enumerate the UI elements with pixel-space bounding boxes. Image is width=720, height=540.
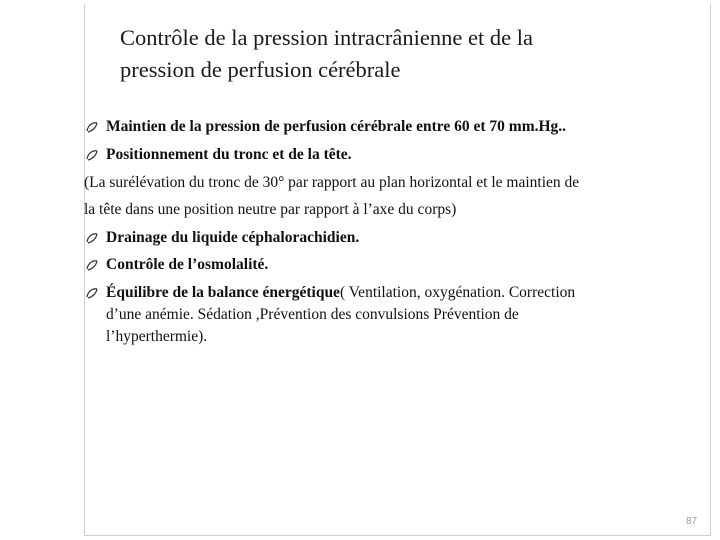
- bullet-text: Drainage du liquide céphalorachidien.: [106, 229, 360, 246]
- bullet-text-line-1: [106, 282, 686, 304]
- page-number: 87: [686, 516, 698, 527]
- slide-right-border: [710, 4, 711, 536]
- bullet-text: Maintien de la pression de perfusion cérébrale entre 60 et 70 mm.Hg..: [106, 118, 567, 135]
- slide-title: [120, 22, 680, 86]
- bullet-icon: [84, 257, 100, 273]
- bullet-text: Contrôle de l’osmolalité.: [106, 256, 269, 273]
- bullet-text-rest: ( Ventilation, oxygénation. Correction: [339, 284, 576, 301]
- slide-title-line-2: pression de perfusion cérébrale: [120, 57, 401, 82]
- note-line-2: la tête dans une position neutre par rapport à l’axe du corps): [84, 201, 457, 218]
- bullet-item: [84, 282, 684, 348]
- slide-bottom-border: [84, 535, 710, 536]
- bullet-icon: [84, 230, 100, 246]
- bullet-text: Positionnement du tronc et de la tête.: [106, 146, 352, 163]
- bullet-text-line-3: l’hyperthermie).: [106, 328, 208, 345]
- slide-title-line-1: Contrôle de la pression intracrânienne et de la: [120, 25, 533, 50]
- bullet-text-line-2: d’une anémie. Sédation ,Prévention des convulsions Prévention de: [106, 306, 519, 323]
- bullet-icon: [84, 285, 100, 301]
- bullet-icon: [84, 147, 100, 163]
- bullet-icon: [84, 119, 100, 135]
- bullet-text-bold: Équilibre de la balance énergétique: [106, 284, 340, 301]
- note-line-1: (La surélévation du tronc de 30° par rapport au plan horizontal et le maintien de: [84, 174, 580, 191]
